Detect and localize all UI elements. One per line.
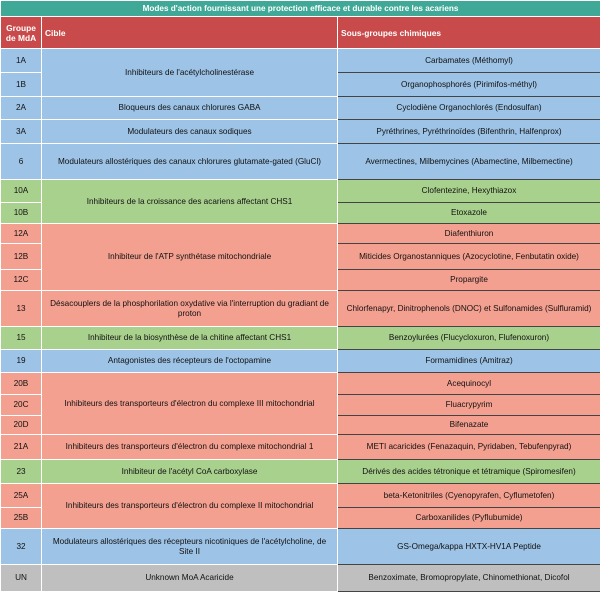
table-row: [1, 49, 600, 73]
group-code: 32: [1, 529, 42, 565]
group-code: 1B: [1, 73, 42, 97]
group-code: 19: [1, 350, 42, 373]
subgroup-cell: Diafenthiuron: [338, 224, 600, 244]
subgroup-cell: Etoxazole: [338, 203, 600, 224]
table-row: [1, 180, 600, 203]
subgroup-cell: Chlorfenapyr, Dinitrophenols (DNOC) et Sulfonamides (Sulfluramid): [338, 291, 600, 327]
group-code: 10A: [1, 180, 42, 203]
group-code: 20B: [1, 373, 42, 395]
subgroup-cell: Dérivés des acides tétronique et tétramique (Spiromesifen): [338, 460, 600, 484]
subgroup-cell: Carbamates (Méthomyl): [338, 49, 600, 73]
table-row: [1, 460, 600, 484]
table-row: [1, 435, 600, 460]
target-cell: Inhibiteurs des transporteurs d'électron du complexe III mitochondrial: [42, 373, 338, 435]
group-code: 3A: [1, 120, 42, 144]
subgroup-cell: beta-Ketonitriles (Cyenopyrafen, Cyflumetofen): [338, 484, 600, 508]
group-code: 20D: [1, 416, 42, 435]
table-row: [1, 350, 600, 373]
target-cell: Modulateurs des canaux sodiques: [42, 120, 338, 144]
table-row: [1, 327, 600, 350]
table-row: [1, 529, 600, 565]
subgroup-cell: Propargite: [338, 270, 600, 291]
target-cell: Modulateurs allostériques des canaux chlorures glutamate-gated (GluCl): [42, 144, 338, 180]
group-code: 6: [1, 144, 42, 180]
header-group: Groupe de MdA: [1, 17, 42, 49]
target-cell: Désacouplers de la phosphorilation oxydative via l'interruption du gradiant de proton: [42, 291, 338, 327]
header-subgroups: Sous-groupes chimiques: [338, 17, 600, 49]
group-code: 21A: [1, 435, 42, 460]
target-cell: Inhibiteurs des transporteurs d'électron du complexe II mitochondrial: [42, 484, 338, 529]
group-code: 10B: [1, 203, 42, 224]
subgroup-cell: Cyclodiène Organochlorés (Endosulfan): [338, 97, 600, 120]
group-code: 1A: [1, 49, 42, 73]
group-code: 12C: [1, 270, 42, 291]
group-code: 12B: [1, 244, 42, 270]
group-code: 2A: [1, 97, 42, 120]
subgroup-cell: Fluacrypyrim: [338, 395, 600, 416]
table-row: [1, 97, 600, 120]
table-row: [1, 224, 600, 244]
group-code: 23: [1, 460, 42, 484]
group-code: 25A: [1, 484, 42, 508]
target-cell: Inhibiteurs des transporteurs d'électron du complexe mitochondrial 1: [42, 435, 338, 460]
target-cell: Bloqueurs des canaux chlorures GABA: [42, 97, 338, 120]
group-code: 25B: [1, 508, 42, 529]
subgroup-cell: Organophosphorés (Pirimifos-méthyl): [338, 73, 600, 97]
group-code: 15: [1, 327, 42, 350]
table-row: [1, 373, 600, 395]
subgroup-cell: Pyréthrines, Pyréthrinoïdes (Bifenthrin, Halfenprox): [338, 120, 600, 144]
table-row: [1, 120, 600, 144]
subgroup-cell: Bifenazate: [338, 416, 600, 435]
target-cell: Inhibiteur de l'acétyl CoA carboxylase: [42, 460, 338, 484]
target-cell: Inhibiteurs de la croissance des acariens affectant CHS1: [42, 180, 338, 224]
subgroup-cell: Avermectines, Milbemycines (Abamectine, Milbemectine): [338, 144, 600, 180]
target-cell: Inhibiteur de l'ATP synthétase mitochondriale: [42, 224, 338, 291]
header-target: Cible: [42, 17, 338, 49]
group-code: 12A: [1, 224, 42, 244]
subgroup-cell: Miticides Organostanniques (Azocyclotine, Fenbutatin oxide): [338, 244, 600, 270]
title-row: [1, 1, 600, 17]
header-row: [1, 17, 600, 49]
target-cell: Modulateurs allostériques des récepteurs nicotiniques de l'acétylcholine, de Site II: [42, 529, 338, 565]
subgroup-cell: Clofentezine, Hexythiazox: [338, 180, 600, 203]
subgroup-cell: Benzoylurées (Flucycloxuron, Flufenoxuron): [338, 327, 600, 350]
subgroup-cell: Carboxanilides (Pyflubumide): [338, 508, 600, 529]
group-code: 20C: [1, 395, 42, 416]
target-cell: Unknown MoA Acaricide: [42, 565, 338, 592]
group-code: 13: [1, 291, 42, 327]
target-cell: Inhibiteurs de l'acétylcholinestérase: [42, 49, 338, 97]
subgroup-cell: GS-Omega/kappa HXTX-HV1A Peptide: [338, 529, 600, 565]
table-row: [1, 144, 600, 180]
subgroup-cell: Formamidines (Amitraz): [338, 350, 600, 373]
subgroup-cell: METI acaricides (Fenazaquin, Pyridaben, Tebufenpyrad): [338, 435, 600, 460]
table-row: [1, 291, 600, 327]
target-cell: Antagonistes des récepteurs de l'octopamine: [42, 350, 338, 373]
table-row: [1, 484, 600, 508]
table-title: Modes d'action fournissant une protection efficace et durable contre les acariens: [1, 1, 600, 17]
target-cell: Inhibiteur de la biosynthèse de la chitine affectant CHS1: [42, 327, 338, 350]
subgroup-cell: Benzoximate, Bromopropylate, Chinomethionat, Dicofol: [338, 565, 600, 592]
subgroup-cell: Acequinocyl: [338, 373, 600, 395]
group-code: UN: [1, 565, 42, 592]
table-row: [1, 565, 600, 592]
